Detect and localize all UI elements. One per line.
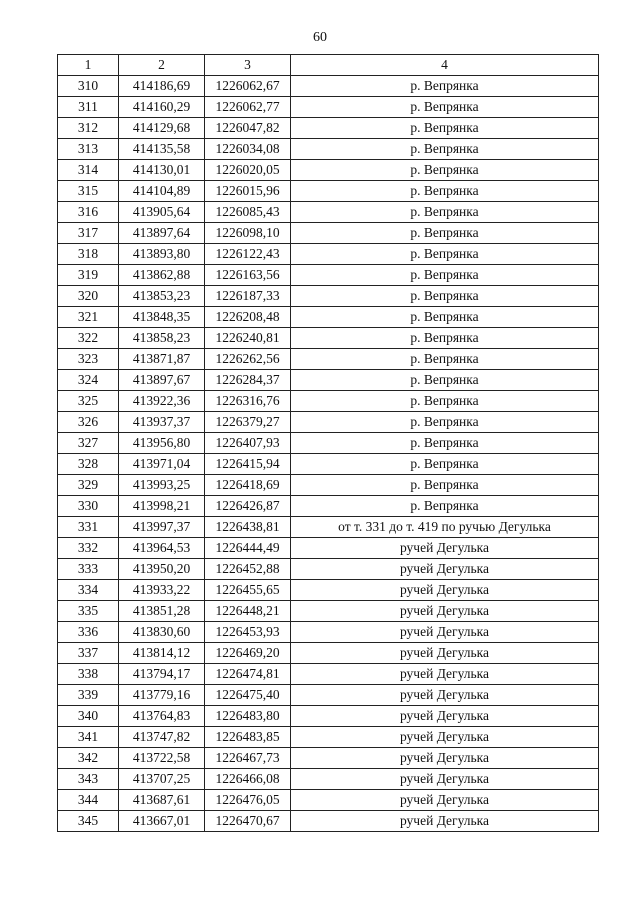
description-cell: ручей Дегулька bbox=[291, 811, 599, 832]
description-cell: ручей Дегулька bbox=[291, 622, 599, 643]
y-coordinate-cell: 1226455,65 bbox=[205, 580, 291, 601]
point-number-cell: 322 bbox=[58, 328, 119, 349]
point-number-cell: 325 bbox=[58, 391, 119, 412]
description-cell: р. Вепрянка bbox=[291, 223, 599, 244]
table-row bbox=[58, 412, 599, 433]
table-row bbox=[58, 328, 599, 349]
point-number-cell: 313 bbox=[58, 139, 119, 160]
point-number-cell: 324 bbox=[58, 370, 119, 391]
table-row bbox=[58, 433, 599, 454]
x-coordinate-cell: 413667,01 bbox=[119, 811, 205, 832]
description-cell: р. Вепрянка bbox=[291, 139, 599, 160]
y-coordinate-cell: 1226020,05 bbox=[205, 160, 291, 181]
x-coordinate-cell: 413971,04 bbox=[119, 454, 205, 475]
point-number-cell: 331 bbox=[58, 517, 119, 538]
x-coordinate-cell: 413933,22 bbox=[119, 580, 205, 601]
table-row bbox=[58, 307, 599, 328]
description-cell: р. Вепрянка bbox=[291, 412, 599, 433]
description-cell: ручей Дегулька bbox=[291, 538, 599, 559]
point-number-cell: 337 bbox=[58, 643, 119, 664]
point-number-cell: 345 bbox=[58, 811, 119, 832]
description-cell: ручей Дегулька bbox=[291, 643, 599, 664]
table-row bbox=[58, 811, 599, 832]
point-number-cell: 336 bbox=[58, 622, 119, 643]
point-number-cell: 338 bbox=[58, 664, 119, 685]
table-row bbox=[58, 706, 599, 727]
y-coordinate-cell: 1226469,20 bbox=[205, 643, 291, 664]
description-cell: ручей Дегулька bbox=[291, 664, 599, 685]
description-cell: р. Вепрянка bbox=[291, 160, 599, 181]
x-coordinate-cell: 413956,80 bbox=[119, 433, 205, 454]
header-col-4: 4 bbox=[291, 55, 599, 76]
x-coordinate-cell: 413687,61 bbox=[119, 790, 205, 811]
y-coordinate-cell: 1226452,88 bbox=[205, 559, 291, 580]
description-cell: р. Вепрянка bbox=[291, 370, 599, 391]
point-number-cell: 332 bbox=[58, 538, 119, 559]
point-number-cell: 333 bbox=[58, 559, 119, 580]
description-cell: р. Вепрянка bbox=[291, 328, 599, 349]
table-row bbox=[58, 685, 599, 706]
table-body bbox=[58, 76, 599, 832]
x-coordinate-cell: 414186,69 bbox=[119, 76, 205, 97]
description-cell: р. Вепрянка bbox=[291, 244, 599, 265]
table-row bbox=[58, 748, 599, 769]
description-cell: ручей Дегулька bbox=[291, 748, 599, 769]
y-coordinate-cell: 1226034,08 bbox=[205, 139, 291, 160]
table-row bbox=[58, 475, 599, 496]
table-row bbox=[58, 391, 599, 412]
table-row bbox=[58, 559, 599, 580]
y-coordinate-cell: 1226284,37 bbox=[205, 370, 291, 391]
x-coordinate-cell: 413993,25 bbox=[119, 475, 205, 496]
x-coordinate-cell: 413853,23 bbox=[119, 286, 205, 307]
point-number-cell: 339 bbox=[58, 685, 119, 706]
point-number-cell: 335 bbox=[58, 601, 119, 622]
point-number-cell: 310 bbox=[58, 76, 119, 97]
table-row bbox=[58, 76, 599, 97]
table-row bbox=[58, 769, 599, 790]
x-coordinate-cell: 413747,82 bbox=[119, 727, 205, 748]
y-coordinate-cell: 1226448,21 bbox=[205, 601, 291, 622]
table-row bbox=[58, 496, 599, 517]
description-cell: р. Вепрянка bbox=[291, 433, 599, 454]
y-coordinate-cell: 1226187,33 bbox=[205, 286, 291, 307]
y-coordinate-cell: 1226415,94 bbox=[205, 454, 291, 475]
point-number-cell: 327 bbox=[58, 433, 119, 454]
description-cell: р. Вепрянка bbox=[291, 454, 599, 475]
description-cell: ручей Дегулька bbox=[291, 601, 599, 622]
table-row bbox=[58, 118, 599, 139]
y-coordinate-cell: 1226379,27 bbox=[205, 412, 291, 433]
x-coordinate-cell: 413897,64 bbox=[119, 223, 205, 244]
y-coordinate-cell: 1226467,73 bbox=[205, 748, 291, 769]
y-coordinate-cell: 1226047,82 bbox=[205, 118, 291, 139]
point-number-cell: 321 bbox=[58, 307, 119, 328]
table-row bbox=[58, 181, 599, 202]
x-coordinate-cell: 413858,23 bbox=[119, 328, 205, 349]
description-cell: р. Вепрянка bbox=[291, 475, 599, 496]
y-coordinate-cell: 1226438,81 bbox=[205, 517, 291, 538]
coordinates-table bbox=[57, 54, 599, 832]
table-row bbox=[58, 160, 599, 181]
table-row bbox=[58, 454, 599, 475]
table-row bbox=[58, 202, 599, 223]
table-row bbox=[58, 517, 599, 538]
point-number-cell: 344 bbox=[58, 790, 119, 811]
y-coordinate-cell: 1226407,93 bbox=[205, 433, 291, 454]
table-row bbox=[58, 727, 599, 748]
y-coordinate-cell: 1226098,10 bbox=[205, 223, 291, 244]
y-coordinate-cell: 1226262,56 bbox=[205, 349, 291, 370]
y-coordinate-cell: 1226475,40 bbox=[205, 685, 291, 706]
x-coordinate-cell: 413830,60 bbox=[119, 622, 205, 643]
table-row bbox=[58, 664, 599, 685]
description-cell: р. Вепрянка bbox=[291, 118, 599, 139]
point-number-cell: 318 bbox=[58, 244, 119, 265]
point-number-cell: 334 bbox=[58, 580, 119, 601]
point-number-cell: 340 bbox=[58, 706, 119, 727]
description-cell: р. Вепрянка bbox=[291, 391, 599, 412]
description-cell: р. Вепрянка bbox=[291, 265, 599, 286]
y-coordinate-cell: 1226483,80 bbox=[205, 706, 291, 727]
description-cell: р. Вепрянка bbox=[291, 97, 599, 118]
table-row bbox=[58, 643, 599, 664]
x-coordinate-cell: 413950,20 bbox=[119, 559, 205, 580]
y-coordinate-cell: 1226062,77 bbox=[205, 97, 291, 118]
x-coordinate-cell: 413937,37 bbox=[119, 412, 205, 433]
y-coordinate-cell: 1226470,67 bbox=[205, 811, 291, 832]
table-row bbox=[58, 580, 599, 601]
y-coordinate-cell: 1226122,43 bbox=[205, 244, 291, 265]
x-coordinate-cell: 414135,58 bbox=[119, 139, 205, 160]
description-cell: р. Вепрянка bbox=[291, 286, 599, 307]
point-number-cell: 320 bbox=[58, 286, 119, 307]
y-coordinate-cell: 1226453,93 bbox=[205, 622, 291, 643]
description-cell: ручей Дегулька bbox=[291, 769, 599, 790]
x-coordinate-cell: 413922,36 bbox=[119, 391, 205, 412]
description-cell: р. Вепрянка bbox=[291, 307, 599, 328]
description-cell: ручей Дегулька bbox=[291, 685, 599, 706]
table-row bbox=[58, 538, 599, 559]
description-cell: ручей Дегулька bbox=[291, 706, 599, 727]
header-col-2: 2 bbox=[119, 55, 205, 76]
y-coordinate-cell: 1226474,81 bbox=[205, 664, 291, 685]
point-number-cell: 311 bbox=[58, 97, 119, 118]
y-coordinate-cell: 1226316,76 bbox=[205, 391, 291, 412]
x-coordinate-cell: 413998,21 bbox=[119, 496, 205, 517]
point-number-cell: 312 bbox=[58, 118, 119, 139]
point-number-cell: 323 bbox=[58, 349, 119, 370]
table-row bbox=[58, 349, 599, 370]
table-row bbox=[58, 265, 599, 286]
description-cell: р. Вепрянка bbox=[291, 496, 599, 517]
y-coordinate-cell: 1226062,67 bbox=[205, 76, 291, 97]
x-coordinate-cell: 413779,16 bbox=[119, 685, 205, 706]
y-coordinate-cell: 1226418,69 bbox=[205, 475, 291, 496]
point-number-cell: 326 bbox=[58, 412, 119, 433]
point-number-cell: 315 bbox=[58, 181, 119, 202]
point-number-cell: 316 bbox=[58, 202, 119, 223]
x-coordinate-cell: 414160,29 bbox=[119, 97, 205, 118]
description-cell: ручей Дегулька bbox=[291, 790, 599, 811]
table-row bbox=[58, 286, 599, 307]
table-row bbox=[58, 622, 599, 643]
y-coordinate-cell: 1226015,96 bbox=[205, 181, 291, 202]
y-coordinate-cell: 1226476,05 bbox=[205, 790, 291, 811]
table-row bbox=[58, 790, 599, 811]
x-coordinate-cell: 413905,64 bbox=[119, 202, 205, 223]
x-coordinate-cell: 414129,68 bbox=[119, 118, 205, 139]
table-row bbox=[58, 370, 599, 391]
point-number-cell: 342 bbox=[58, 748, 119, 769]
table-row bbox=[58, 139, 599, 160]
x-coordinate-cell: 414130,01 bbox=[119, 160, 205, 181]
x-coordinate-cell: 413997,37 bbox=[119, 517, 205, 538]
description-cell: р. Вепрянка bbox=[291, 202, 599, 223]
table-header-row bbox=[58, 55, 599, 76]
y-coordinate-cell: 1226163,56 bbox=[205, 265, 291, 286]
x-coordinate-cell: 413871,87 bbox=[119, 349, 205, 370]
x-coordinate-cell: 413851,28 bbox=[119, 601, 205, 622]
y-coordinate-cell: 1226240,81 bbox=[205, 328, 291, 349]
description-cell: ручей Дегулька bbox=[291, 727, 599, 748]
y-coordinate-cell: 1226444,49 bbox=[205, 538, 291, 559]
description-cell: р. Вепрянка bbox=[291, 76, 599, 97]
x-coordinate-cell: 413897,67 bbox=[119, 370, 205, 391]
table-row bbox=[58, 223, 599, 244]
table-row bbox=[58, 244, 599, 265]
table-row bbox=[58, 97, 599, 118]
table-row bbox=[58, 601, 599, 622]
point-number-cell: 330 bbox=[58, 496, 119, 517]
page-number: 60 bbox=[313, 30, 327, 45]
description-cell: ручей Дегулька bbox=[291, 580, 599, 601]
header-col-3: 3 bbox=[205, 55, 291, 76]
header-col-1: 1 bbox=[58, 55, 119, 76]
point-number-cell: 343 bbox=[58, 769, 119, 790]
y-coordinate-cell: 1226466,08 bbox=[205, 769, 291, 790]
x-coordinate-cell: 413814,12 bbox=[119, 643, 205, 664]
y-coordinate-cell: 1226208,48 bbox=[205, 307, 291, 328]
y-coordinate-cell: 1226426,87 bbox=[205, 496, 291, 517]
x-coordinate-cell: 413722,58 bbox=[119, 748, 205, 769]
x-coordinate-cell: 413794,17 bbox=[119, 664, 205, 685]
x-coordinate-cell: 413862,88 bbox=[119, 265, 205, 286]
description-cell: р. Вепрянка bbox=[291, 181, 599, 202]
point-number-cell: 317 bbox=[58, 223, 119, 244]
y-coordinate-cell: 1226085,43 bbox=[205, 202, 291, 223]
description-cell: р. Вепрянка bbox=[291, 349, 599, 370]
x-coordinate-cell: 413893,80 bbox=[119, 244, 205, 265]
point-number-cell: 314 bbox=[58, 160, 119, 181]
point-number-cell: 328 bbox=[58, 454, 119, 475]
description-cell: ручей Дегулька bbox=[291, 559, 599, 580]
point-number-cell: 329 bbox=[58, 475, 119, 496]
x-coordinate-cell: 413764,83 bbox=[119, 706, 205, 727]
x-coordinate-cell: 414104,89 bbox=[119, 181, 205, 202]
x-coordinate-cell: 413707,25 bbox=[119, 769, 205, 790]
x-coordinate-cell: 413964,53 bbox=[119, 538, 205, 559]
point-number-cell: 319 bbox=[58, 265, 119, 286]
y-coordinate-cell: 1226483,85 bbox=[205, 727, 291, 748]
point-number-cell: 341 bbox=[58, 727, 119, 748]
x-coordinate-cell: 413848,35 bbox=[119, 307, 205, 328]
description-cell: от т. 331 до т. 419 по ручью Дегулька bbox=[291, 517, 599, 538]
